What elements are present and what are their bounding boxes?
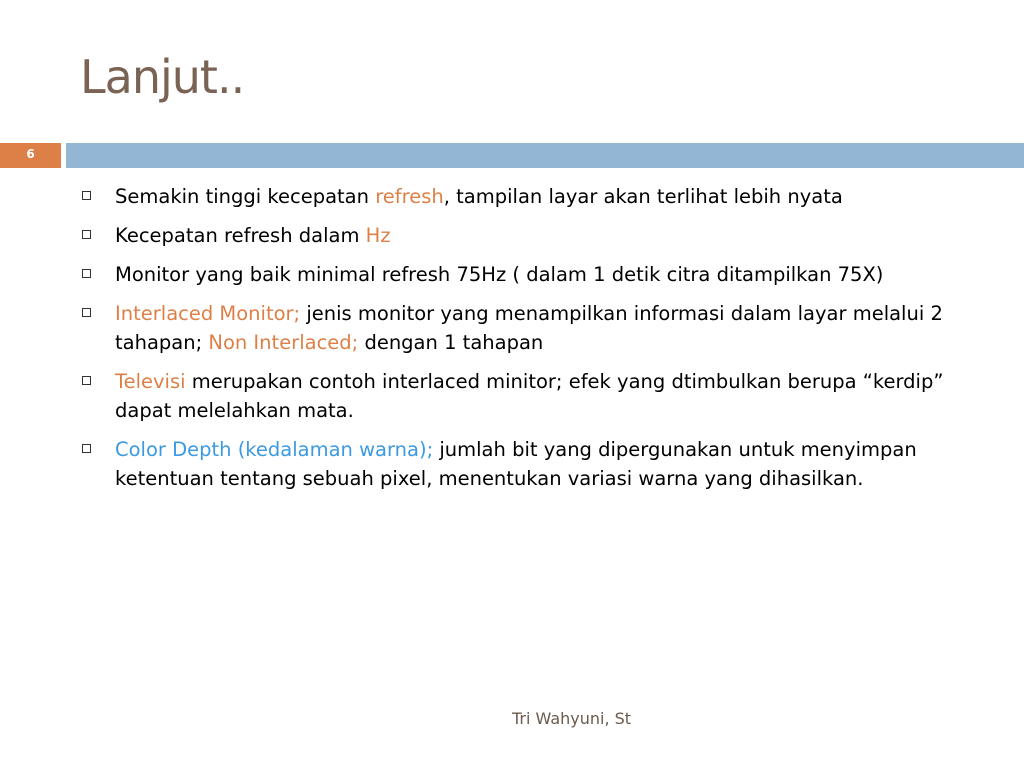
- bullet-text-part: , tampilan layar akan terlihat lebih nyata: [443, 185, 843, 208]
- bullet-item: [80, 299, 980, 357]
- square-bullet-icon: [82, 376, 91, 385]
- bullet-text-part: Monitor yang baik minimal refresh 75Hz ( dalam 1 detik citra ditampilkan 75X): [115, 263, 884, 286]
- square-bullet-icon: [82, 269, 91, 278]
- square-bullet-icon: [82, 308, 91, 317]
- bullet-item: [80, 260, 980, 289]
- square-bullet-icon: [82, 444, 91, 453]
- square-bullet-icon: [82, 230, 91, 239]
- bullet-text-part: jenis monitor yang menampilkan informasi dalam layar melalui 2 tahapan;: [115, 302, 943, 354]
- page-number: 6: [0, 143, 61, 168]
- bullet-text-part: dengan 1 tahapan: [358, 331, 544, 354]
- bullet-text-part: Kecepatan refresh dalam: [115, 224, 366, 247]
- highlight-term: Color Depth (kedalaman warna);: [115, 438, 434, 461]
- bullet-item: [80, 221, 980, 250]
- bullet-item: [80, 435, 980, 493]
- square-bullet-icon: [82, 191, 91, 200]
- highlight-term: Interlaced Monitor;: [115, 302, 301, 325]
- slide-title: Lanjut..: [80, 50, 245, 104]
- bullet-text-part: merupakan contoh interlaced minitor; efek yang dtimbulkan berupa “kerdip” dapat melelahkan mata.: [115, 370, 944, 422]
- highlight-term: refresh: [375, 185, 444, 208]
- highlight-term: Hz: [365, 224, 391, 247]
- title-rule: [66, 143, 1024, 168]
- bullet-item: [80, 182, 980, 211]
- slide-footer: Tri Wahyuni, St: [512, 709, 632, 728]
- bullet-list: [80, 182, 980, 503]
- bullet-text-part: Semakin tinggi kecepatan: [115, 185, 376, 208]
- bullet-text-part: jumlah bit yang dipergunakan untuk menyimpan ketentuan tentang sebuah pixel, menentukan variasi warna yang dihasilkan.: [115, 438, 917, 490]
- bullet-item: [80, 367, 980, 425]
- highlight-term: Televisi: [115, 370, 186, 393]
- highlight-term: Non Interlaced;: [208, 331, 359, 354]
- header-bar: [0, 143, 1024, 168]
